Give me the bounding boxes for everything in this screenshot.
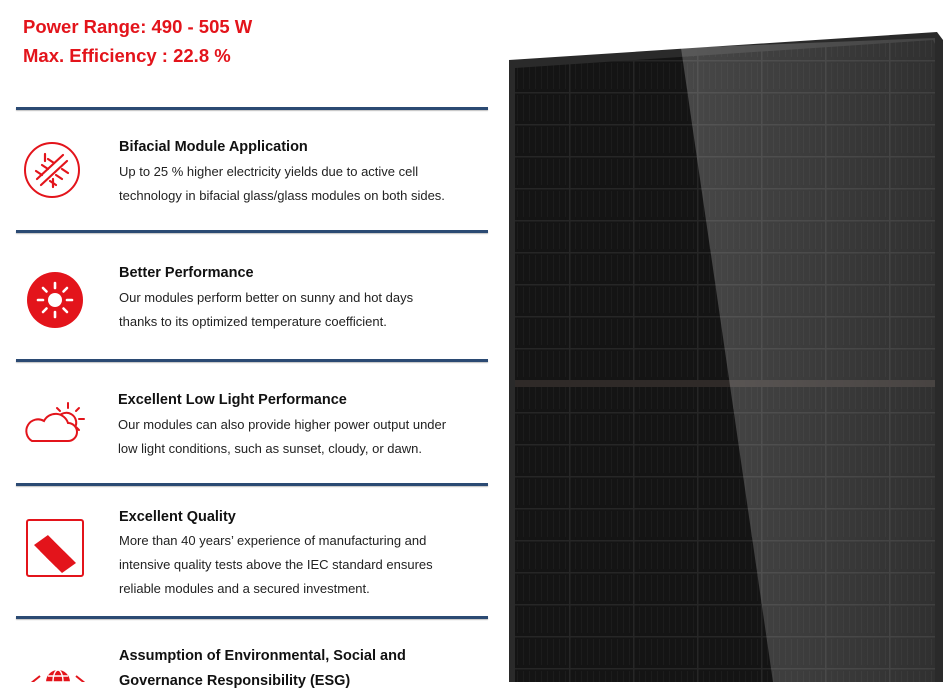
section-divider: [16, 359, 488, 362]
max-efficiency-text: Max. Efficiency : 22.8 %: [23, 45, 231, 66]
sun-icon: [26, 271, 84, 329]
feature-description: Our modules can also provide higher power output under low light conditions, such as sunset, cloudy, or dawn.: [118, 417, 447, 456]
quality-layers-icon: [26, 519, 84, 577]
feature-description: Up to 25 % higher electricity yields due to active cell technology in bifacial glass/glass modules on both sides.: [119, 164, 445, 203]
bifacial-icon: [23, 141, 81, 199]
section-divider: [16, 230, 488, 233]
feature-title-line-1: Assumption of Environmental, Social and: [119, 648, 406, 664]
cloud-sun-icon: [24, 401, 88, 447]
solar-panel-image: [505, 28, 949, 682]
feature-title-line-2: Governance Responsibility (ESG): [119, 673, 351, 689]
feature-description: Our modules perform better on sunny and hot days thanks to its optimized temperature coefficient.: [119, 290, 414, 329]
section-divider: [16, 616, 488, 619]
section-divider: [16, 483, 488, 486]
power-range-text: Power Range: 490 - 505 W: [23, 16, 253, 37]
esg-globe-icon: [28, 666, 88, 682]
feature-title: [119, 644, 406, 694]
feature-title: Bifacial Module Application: [119, 139, 308, 155]
section-divider: [16, 107, 488, 110]
feature-title: Excellent Low Light Performance: [118, 392, 347, 408]
feature-title: Better Performance: [119, 265, 254, 281]
feature-title: Excellent Quality: [119, 509, 236, 525]
feature-description: More than 40 years’ experience of manufacturing and intensive quality tests above the IEC standard ensures reliable modules and a secured investment.: [119, 533, 433, 596]
